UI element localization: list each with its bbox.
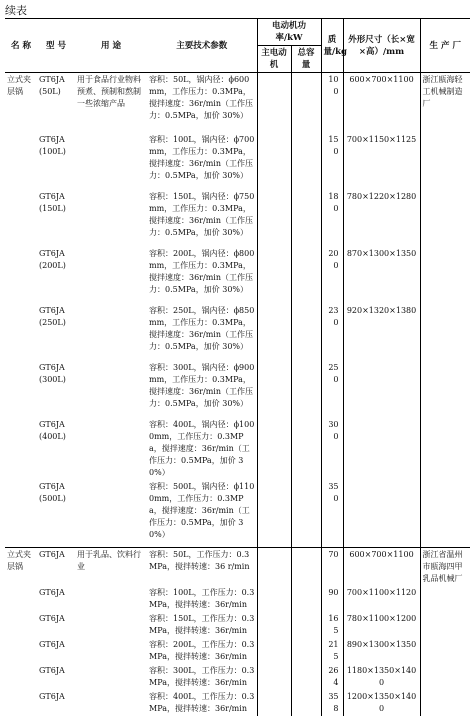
row-params: 容积：500L，锅内径：ϕ1100mm，工作压力：0.3MPa，搅拌速度：36r/min（工作压力：0.5MPa，加价 30%） [149,481,255,539]
row-params: 容积：100L，锅内径：ϕ700mm，工作压力：0.3MPa，搅拌速度：36r/min（工作压力：0.5MPa，加价 30%） [149,134,255,180]
row-mass: 200 [321,247,343,304]
row-dims: 920×1320×1380 [343,304,420,361]
row-dims: 1200×1350×1400 [343,690,420,716]
row-mass: 350 [321,480,343,548]
row-model: GT6JA (50L) [39,75,65,96]
row-mass: 100 [321,73,343,133]
row-params: 容积：300L，锅内径：ϕ900mm，工作压力：0.3MPa，搅拌速度：36r/min（工作压力：0.5MPa，加价 30%） [149,362,255,408]
row-dims: 780×1220×1280 [343,190,420,247]
row-dims: 780×1100×1200 [343,612,420,638]
row-mass: 264 [321,664,343,690]
row-mass: 165 [321,612,343,638]
row-dims [343,361,420,418]
row-params: 容积：50L，工作压力：0.3MPa，搅拌转速：36 r/min [147,548,257,586]
header-mass: 质量/kg [321,19,343,73]
row-mass: 230 [321,304,343,361]
header-use: 用 途 [75,19,147,73]
row-model: GT6JA [37,548,75,586]
header-power: 电动机功率/kW [257,19,321,46]
row-dims: 700×1100×1120 [343,586,420,612]
row-mass: 300 [321,418,343,480]
row-params: 容积：100L，工作压力：0.3MPa，搅拌转速：36r/min [149,587,255,609]
row-mass: 215 [321,638,343,664]
row-mass: 180 [321,190,343,247]
header-total-capacity: 总容量 [291,46,321,73]
row-params: 容积：250L，锅内径：ϕ850mm，工作压力：0.3MPa，搅拌速度：36r/min（工作压力：0.5MPa，加价 30%） [149,305,255,351]
row-model: GT6JA [39,639,65,649]
row-params: 容积：150L，工作压力：0.3MPa，搅拌转速：36r/min [149,613,255,635]
row-params: 容积：300L，工作压力：0.3MPa，搅拌转速：36r/min [149,665,255,687]
table-caption: 续表 [5,4,27,17]
row-mass: 70 [321,548,343,586]
row-mass: 358 [321,690,343,716]
row-params: 容积：200L，工作压力：0.3MPa，搅拌转速：36r/min [149,639,255,661]
row-model: GT6JA (150L) [39,191,66,213]
row-dims: 890×1300×1350 [343,638,420,664]
row-dims [343,418,420,480]
equipment-table [5,18,470,716]
row-model: GT6JA (300L) [39,362,66,384]
row-model: GT6JA (500L) [39,481,66,503]
row-params: 容积：400L，工作压力：0.3MPa，搅拌转速：36r/min [149,691,255,713]
row-dims: 870×1300×1350 [343,247,420,304]
group2-use: 用于乳品、饮料行业 [75,548,147,716]
group1-maker: 浙江瓯海轻工机械制造厂 [420,73,470,548]
group1-use: 用于食品行业物料预煮、预制和熬制一些浓缩产品 [77,75,141,108]
header-name: 名 称 [5,19,37,73]
row-params: 容积：400L，锅内径：ϕ1000mm，工作压力：0.3MPa，搅拌速度：36r/min（工作压力：0.5MPa，加价 30%） [149,419,255,477]
header-dims: 外形尺寸（长×宽×高）/mm [343,19,420,73]
row-model: GT6JA [39,665,65,675]
row-model: GT6JA [39,613,65,623]
row-model: GT6JA (100L) [39,134,66,156]
row-model: GT6JA (250L) [39,305,66,327]
header-maker: 生 产 厂 [420,19,470,73]
row-model: GT6JA (400L) [39,419,66,441]
row-mass: 90 [321,586,343,612]
group1-name: 立式夹层锅 [7,75,31,96]
group2-name: 立式夹层锅 [5,548,37,716]
header-params: 主要技术参数 [147,19,257,73]
row-model: GT6JA (200L) [39,248,66,270]
header-model: 型 号 [37,19,75,73]
row-params: 容积：200L，锅内径：ϕ800mm，工作压力：0.3MPa，搅拌速度：36r/min（工作压力：0.5MPa，加价 30%） [149,248,255,294]
row-dims: 700×1150×1125 [343,133,420,190]
row-dims: 600×700×1100 [343,73,420,133]
row-params: 容积：150L，锅内径：ϕ750mm，工作压力：0.3MPa，搅拌速度：36r/min（工作压力：0.5MPa，加价 30%） [149,191,255,237]
row-mass: 150 [321,133,343,190]
row-dims: 600×700×1100 [343,548,420,586]
row-dims: 1180×1350×1400 [343,664,420,690]
row-params: 容积：50L，锅内径：ϕ600mm，工作压力：0.3MPa，搅拌速度：36r/min（工作压力：0.5MPa，加价 30%） [149,75,253,120]
row-mass: 250 [321,361,343,418]
row-model: GT6JA [39,691,65,701]
row-dims [343,480,420,548]
header-main-motor: 主电动机 [257,46,291,73]
row-model: GT6JA [39,587,65,597]
group2-maker: 浙江省温州市瓯海四甲乳品机械厂 [420,548,470,716]
